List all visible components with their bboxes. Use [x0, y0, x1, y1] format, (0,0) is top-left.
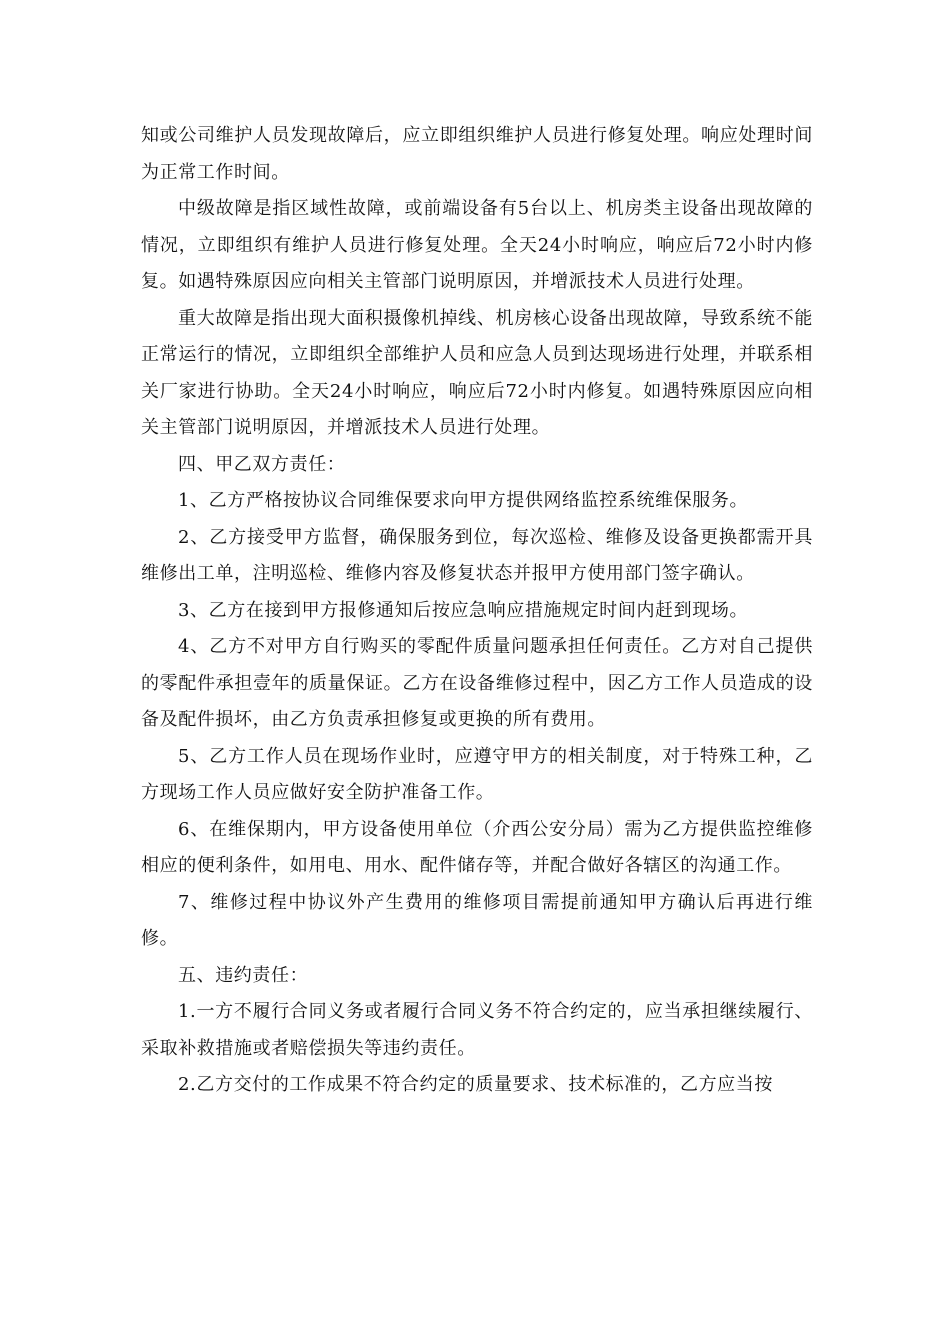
paragraph-fault-response-time: 知或公司维护人员发现故障后，应立即组织维护人员进行修复处理。响应处理时间为正常工作时间。: [141, 125, 813, 183]
breach-clause-1: 1.一方不履行合同义务或者履行合同义务不符合约定的，应当承担继续履行、采取补救措施或者赔偿损失等违约责任。: [141, 1001, 813, 1059]
clause-1: 1、乙方严格按协议合同维保要求向甲方提供网络监控系统维保服务。: [178, 490, 749, 511]
paragraph-major-fault: 重大故障是指出现大面积摄像机掉线、机房核心设备出现故障，导致系统不能正常运行的情况，立即组织全部维护人员和应急人员到达现场进行处理，并联系相关厂家进行协助。全天24小时响应，响应后72小时内修复。如遇特殊原因应向相关主管部门说明原因，并增派技术人员进行处理。: [141, 307, 813, 438]
section-heading-breach: 五、违约责任：: [178, 964, 309, 986]
breach-clause-2: 2.乙方交付的工作成果不符合约定的质量要求、技术标准的，乙方应当按: [178, 1074, 773, 1095]
clause-2: 2、乙方接受甲方监督，确保服务到位，每次巡检、维修及设备更换都需开具维修出工单，注明巡检、维修内容及修复状态并报甲方使用部门签字确认。: [141, 526, 813, 584]
clause-6: 6、在维保期内，甲方设备使用单位（介西公安分局）需为乙方提供监控维修相应的便利条件，如用电、用水、配件储存等，并配合做好各辖区的沟通工作。: [141, 818, 813, 876]
section-heading-responsibilities: 四、甲乙双方责任：: [178, 453, 346, 475]
paragraph-intermediate-fault: 中级故障是指区域性故障，或前端设备有5台以上、机房类主设备出现故障的情况，立即组织有维护人员进行修复处理。全天24小时响应，响应后72小时内修复。如遇特殊原因应向相关主管部门说明原因，并增派技术人员进行处理。: [141, 198, 813, 292]
clause-4: 4、乙方不对甲方自行购买的零配件质量问题承担任何责任。乙方对自己提供的零配件承担壹年的质量保证。乙方在设备维修过程中，因乙方工作人员造成的设备及配件损坏，由乙方负责承担修复或更换的所有费用。: [141, 636, 813, 730]
clause-7: 7、维修过程中协议外产生费用的维修项目需提前通知甲方确认后再进行维修。: [141, 891, 813, 949]
clause-3: 3、乙方在接到甲方报修通知后按应急响应措施规定时间内赶到现场。: [178, 599, 749, 621]
clause-5: 5、乙方工作人员在现场作业时，应遵守甲方的相关制度，对于特殊工种，乙方现场工作人员应做好安全防护准备工作。: [141, 745, 813, 803]
document-body: [141, 118, 813, 1104]
